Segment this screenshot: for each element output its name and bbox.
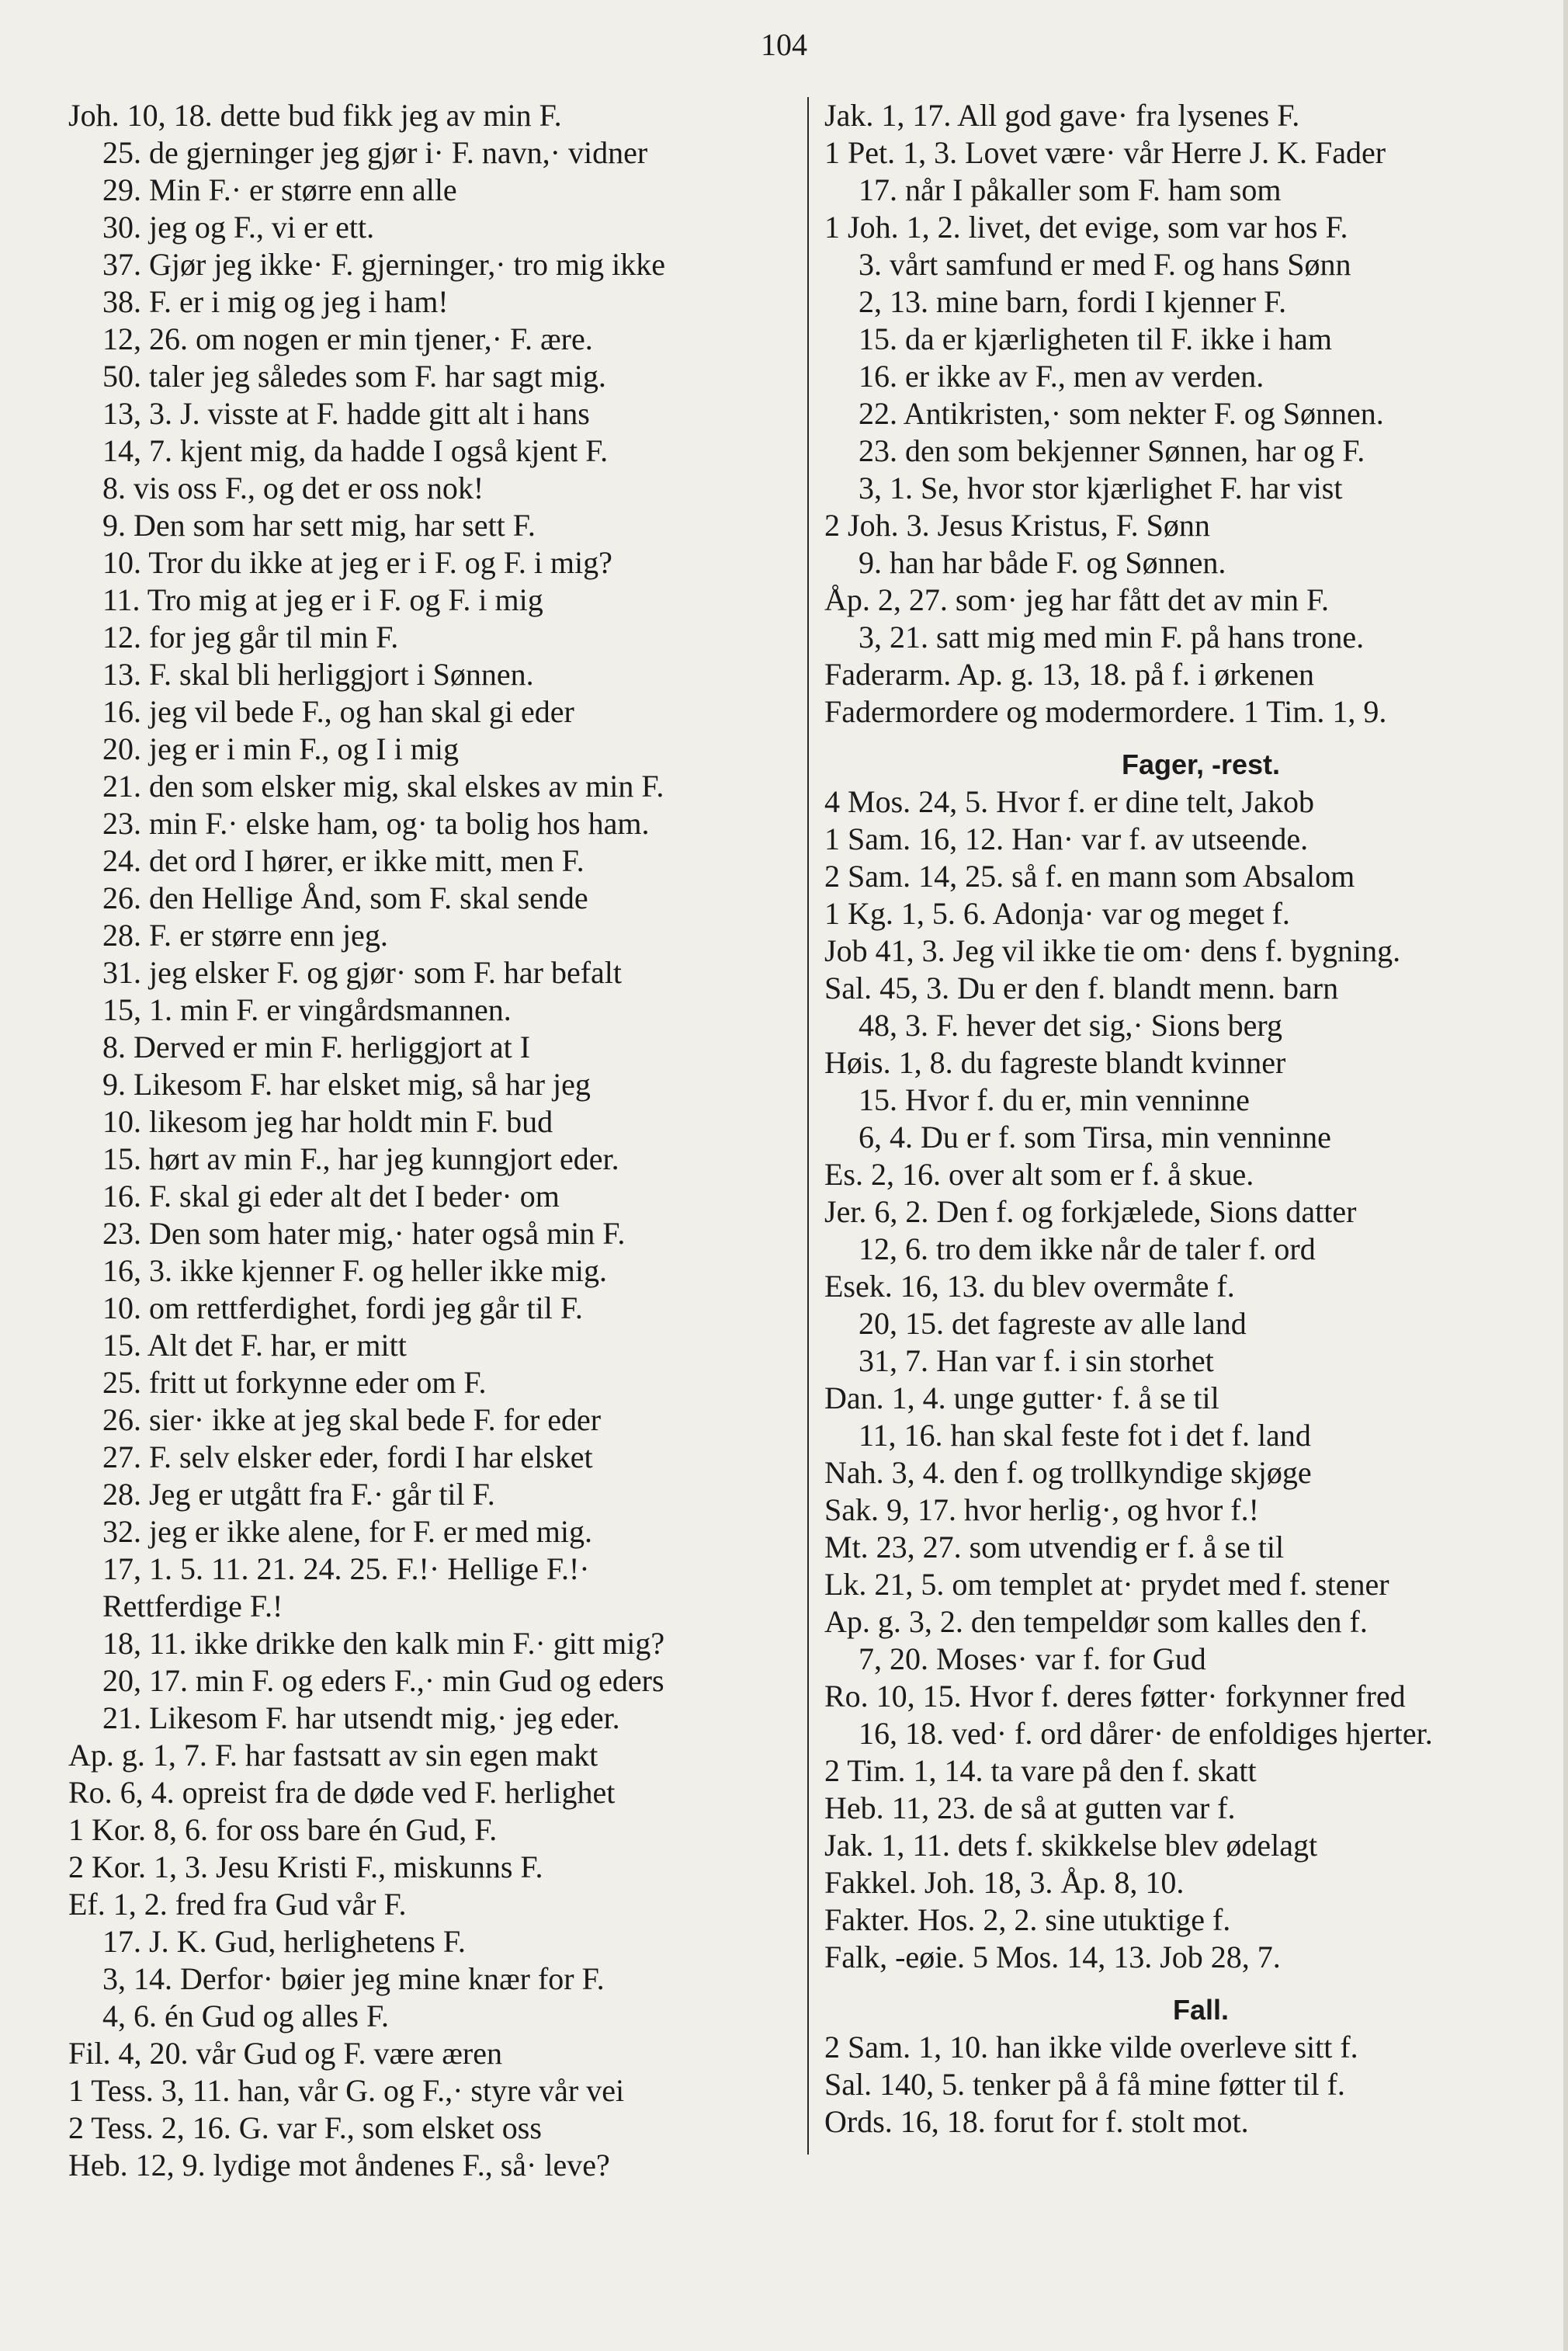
concordance-entry: Ords. 16, 18. forut for f. stolt mot. xyxy=(824,2104,1249,2139)
concordance-entry: 25. fritt ut forkynne eder om F. xyxy=(102,1365,487,1400)
concordance-entry: 13, 3. J. visste at F. hadde gitt alt i hans xyxy=(102,396,590,431)
concordance-entry: 2 Sam. 1, 10. han ikke vilde overleve sitt f. xyxy=(824,2030,1358,2065)
concordance-entry: 13. F. skal bli herliggjort i Sønnen. xyxy=(102,657,534,692)
concordance-entry: 26. sier· ikke at jeg skal bede F. for eder xyxy=(102,1402,602,1437)
concordance-entry: Ro. 10, 15. Hvor f. deres føtter· forkynner fred xyxy=(824,1679,1406,1714)
concordance-entry: Fakter. Hos. 2, 2. sine utuktige f. xyxy=(824,1902,1231,1937)
concordance-entry: Lk. 21, 5. om templet at· prydet med f. stener xyxy=(824,1567,1389,1602)
concordance-entry: Sal. 140, 5. tenker på å få mine føtter til f. xyxy=(824,2067,1345,2102)
section-heading: Fall. xyxy=(1172,1994,1230,2026)
concordance-entry: Fakkel. Joh. 18, 3. Åp. 8, 10. xyxy=(824,1865,1185,1900)
concordance-entry: Ap. g. 1, 7. F. har fastsatt av sin egen makt xyxy=(68,1738,598,1773)
concordance-entry: Joh. 10, 18. dette bud fikk jeg av min F. xyxy=(68,98,562,133)
concordance-entry: Ap. g. 3, 2. den tempeldør som kalles den f. xyxy=(824,1604,1368,1639)
concordance-entry: 28. Jeg er utgått fra F.· går til F. xyxy=(102,1477,495,1512)
concordance-entry: 21. den som elsker mig, skal elskes av min F. xyxy=(102,769,664,804)
concordance-entry: 16, 3. ikke kjenner F. og heller ikke mig. xyxy=(102,1253,607,1288)
concordance-entry: 48, 3. F. hever det sig,· Sions berg xyxy=(859,1008,1283,1043)
concordance-entry: 9. Den som har sett mig, har sett F. xyxy=(102,508,536,543)
concordance-entry: 30. jeg og F., vi er ett. xyxy=(102,210,375,245)
page-number: 104 xyxy=(761,27,807,62)
concordance-entry: Jak. 1, 11. dets f. skikkelse blev ødelagt xyxy=(824,1828,1318,1863)
concordance-entry: Heb. 11, 23. de så at gutten var f. xyxy=(824,1790,1236,1825)
concordance-entry: Dan. 1, 4. unge gutter· f. å se til xyxy=(824,1380,1219,1415)
concordance-entry: 26. den Hellige Ånd, som F. skal sende xyxy=(102,880,588,915)
concordance-entry: Ro. 6, 4. opreist fra de døde ved F. herlighet xyxy=(68,1775,616,1810)
concordance-entry: 6, 4. Du er f. som Tirsa, min venninne xyxy=(859,1120,1331,1155)
concordance-entry: 20, 15. det fagreste av alle land xyxy=(859,1306,1247,1341)
concordance-entry: 7, 20. Moses· var f. for Gud xyxy=(859,1641,1206,1676)
concordance-entry: 1 Tess. 3, 11. han, vår G. og F.,· styre vår vei xyxy=(68,2073,625,2108)
section-heading: Fager, -rest. xyxy=(1121,748,1281,780)
concordance-entry: 1 Sam. 16, 12. Han· var f. av utseende. xyxy=(824,821,1309,856)
concordance-entry: Es. 2, 16. over alt som er f. å skue. xyxy=(824,1157,1254,1192)
concordance-entry: 28. F. er større enn jeg. xyxy=(102,918,388,953)
section-spacer xyxy=(824,1976,1568,1992)
concordance-entry: Esek. 16, 13. du blev overmåte f. xyxy=(824,1269,1235,1304)
concordance-entry: Fil. 4, 20. vår Gud og F. være æren xyxy=(68,2036,502,2071)
concordance-entry: 1 Kg. 1, 5. 6. Adonja· var og meget f. xyxy=(824,896,1290,931)
concordance-entry: 22. Antikristen,· som nekter F. og Sønnen. xyxy=(859,396,1384,431)
concordance-entry: 12, 6. tro dem ikke når de taler f. ord xyxy=(859,1231,1316,1266)
column-divider xyxy=(807,97,809,2155)
concordance-entry: 10. om rettferdighet, fordi jeg går til F. xyxy=(102,1290,583,1325)
concordance-entry: 2 Joh. 3. Jesus Kristus, F. Sønn xyxy=(824,508,1210,543)
concordance-entry: Åp. 2, 27. som· jeg har fått det av min F. xyxy=(824,582,1330,617)
concordance-entry: Mt. 23, 27. som utvendig er f. å se til xyxy=(824,1530,1285,1564)
concordance-entry: 15. hørt av min F., har jeg kunngjort eder. xyxy=(102,1141,619,1176)
concordance-entry: 27. F. selv elsker eder, fordi I har elsket xyxy=(102,1439,593,1474)
concordance-entry: 16. F. skal gi eder alt det I beder· om xyxy=(102,1179,560,1214)
concordance-entry: 2 Tim. 1, 14. ta vare på den f. skatt xyxy=(824,1753,1257,1788)
concordance-entry: 2 Sam. 14, 25. så f. en mann som Absalom xyxy=(824,859,1355,894)
concordance-entry: Heb. 12, 9. lydige mot åndenes F., så· leve? xyxy=(68,2148,610,2183)
concordance-entry: 11, 16. han skal feste fot i det f. land xyxy=(859,1418,1311,1453)
concordance-entry: 16, 18. ved· f. ord dårer· de enfoldiges hjerter. xyxy=(859,1716,1433,1751)
concordance-entry: 12, 26. om nogen er min tjener,· F. ære. xyxy=(102,321,593,356)
concordance-entry: 1 Kor. 8, 6. for oss bare én Gud, F. xyxy=(68,1812,498,1847)
concordance-entry: 15. Hvor f. du er, min venninne xyxy=(859,1082,1250,1117)
concordance-entry: 21. Likesom F. har utsendt mig,· jeg eder. xyxy=(102,1700,620,1735)
concordance-entry: 23. min F.· elske ham, og· ta bolig hos ham. xyxy=(102,806,650,841)
concordance-entry: 25. de gjerninger jeg gjør i· F. navn,· vidner xyxy=(102,135,648,170)
concordance-entry: 3. vårt samfund er med F. og hans Sønn xyxy=(859,247,1351,282)
concordance-entry: 11. Tro mig at jeg er i F. og F. i mig xyxy=(102,582,543,617)
right-column xyxy=(824,97,1568,2141)
concordance-entry: 16. jeg vil bede F., og han skal gi eder xyxy=(102,694,574,729)
concordance-entry: Faderarm. Ap. g. 13, 18. på f. i ørkenen xyxy=(824,657,1314,692)
concordance-entry: 3, 14. Derfor· bøier jeg mine knær for F. xyxy=(102,1961,605,1996)
concordance-entry: Ef. 1, 2. fred fra Gud vår F. xyxy=(68,1887,407,1922)
concordance-entry: 17. når I påkaller som F. ham som xyxy=(859,172,1282,207)
section-spacer xyxy=(824,731,1568,746)
concordance-entry: 15. Alt det F. har, er mitt xyxy=(102,1328,407,1363)
concordance-entry: 2, 13. mine barn, fordi I kjenner F. xyxy=(859,284,1287,319)
concordance-entry: 31. jeg elsker F. og gjør· som F. har befalt xyxy=(102,955,623,990)
concordance-entry: 8. Derved er min F. herliggjort at I xyxy=(102,1030,531,1064)
concordance-entry: Job 41, 3. Jeg vil ikke tie om· dens f. bygning. xyxy=(824,933,1401,968)
concordance-entry: 14, 7. kjent mig, da hadde I også kjent F. xyxy=(102,433,609,468)
left-column xyxy=(68,97,821,2184)
concordance-entry: Sal. 45, 3. Du er den f. blandt menn. barn xyxy=(824,971,1339,1005)
concordance-entry: 29. Min F.· er større enn alle xyxy=(102,172,457,207)
concordance-entry: 3, 21. satt mig med min F. på hans trone. xyxy=(859,620,1365,655)
concordance-entry: 8. vis oss F., og det er oss nok! xyxy=(102,471,484,505)
concordance-entry: 50. taler jeg således som F. har sagt mig. xyxy=(102,359,606,394)
concordance-entry: 20. jeg er i min F., og I i mig xyxy=(102,731,459,766)
concordance-entry: 37. Gjør jeg ikke· F. gjerninger,· tro mig ikke xyxy=(102,247,666,282)
concordance-entry: Fadermordere og modermordere. 1 Tim. 1, 9. xyxy=(824,694,1387,729)
concordance-entry: 1 Joh. 1, 2. livet, det evige, som var hos F. xyxy=(824,210,1348,245)
concordance-entry: 17, 1. 5. 11. 21. 24. 25. F.!· Hellige F.!· xyxy=(102,1551,590,1586)
concordance-entry: Sak. 9, 17. hvor herlig·, og hvor f.! xyxy=(824,1492,1259,1527)
concordance-entry: 3, 1. Se, hvor stor kjærlighet F. har vist xyxy=(859,471,1343,505)
concordance-entry: 1 Pet. 1, 3. Lovet være· vår Herre J. K. Fader xyxy=(824,135,1386,170)
concordance-entry: 32. jeg er ikke alene, for F. er med mig. xyxy=(102,1514,593,1549)
concordance-entry: 4, 6. én Gud og alles F. xyxy=(102,1999,389,2033)
concordance-entry: Rettferdige F.! xyxy=(102,1589,283,1623)
concordance-entry: 16. er ikke av F., men av verden. xyxy=(859,359,1264,394)
concordance-entry: 24. det ord I hører, er ikke mitt, men F. xyxy=(102,843,585,878)
concordance-entry: Nah. 3, 4. den f. og trollkyndige skjøge xyxy=(824,1455,1312,1490)
concordance-entry: 15. da er kjærligheten til F. ikke i ham xyxy=(859,321,1333,356)
concordance-entry: 38. F. er i mig og jeg i ham! xyxy=(102,284,449,319)
concordance-entry: Høis. 1, 8. du fagreste blandt kvinner xyxy=(824,1045,1286,1080)
concordance-entry: 20, 17. min F. og eders F.,· min Gud og eders xyxy=(102,1663,664,1698)
concordance-entry: 23. den som bekjenner Sønnen, har og F. xyxy=(859,433,1365,468)
concordance-entry: 2 Kor. 1, 3. Jesu Kristi F., miskunns F. xyxy=(68,1849,543,1884)
concordance-entry: 2 Tess. 2, 16. G. var F., som elsket oss xyxy=(68,2110,542,2145)
concordance-entry: Jer. 6, 2. Den f. og forkjælede, Sions datter xyxy=(824,1194,1357,1229)
concordance-entry: 31, 7. Han var f. i sin storhet xyxy=(859,1343,1214,1378)
concordance-entry: 12. for jeg går til min F. xyxy=(102,620,399,655)
concordance-entry: 10. Tror du ikke at jeg er i F. og F. i mig? xyxy=(102,545,612,580)
page-edge xyxy=(1563,0,1568,2351)
concordance-entry: 15, 1. min F. er vingårdsmannen. xyxy=(102,992,512,1027)
concordance-entry: Falk, -eøie. 5 Mos. 14, 13. Job 28, 7. xyxy=(824,1939,1281,1974)
concordance-entry: 23. Den som hater mig,· hater også min F. xyxy=(102,1216,626,1251)
concordance-entry: 18, 11. ikke drikke den kalk min F.· gitt mig? xyxy=(102,1626,665,1661)
concordance-entry: Jak. 1, 17. All god gave· fra lysenes F. xyxy=(824,98,1300,133)
concordance-entry: 9. han har både F. og Sønnen. xyxy=(859,545,1226,580)
concordance-entry: 9. Likesom F. har elsket mig, så har jeg xyxy=(102,1067,591,1102)
concordance-entry: 4 Mos. 24, 5. Hvor f. er dine telt, Jakob xyxy=(824,784,1315,819)
concordance-entry: 10. likesom jeg har holdt min F. bud xyxy=(102,1104,553,1139)
concordance-entry: 17. J. K. Gud, herlighetens F. xyxy=(102,1924,466,1959)
